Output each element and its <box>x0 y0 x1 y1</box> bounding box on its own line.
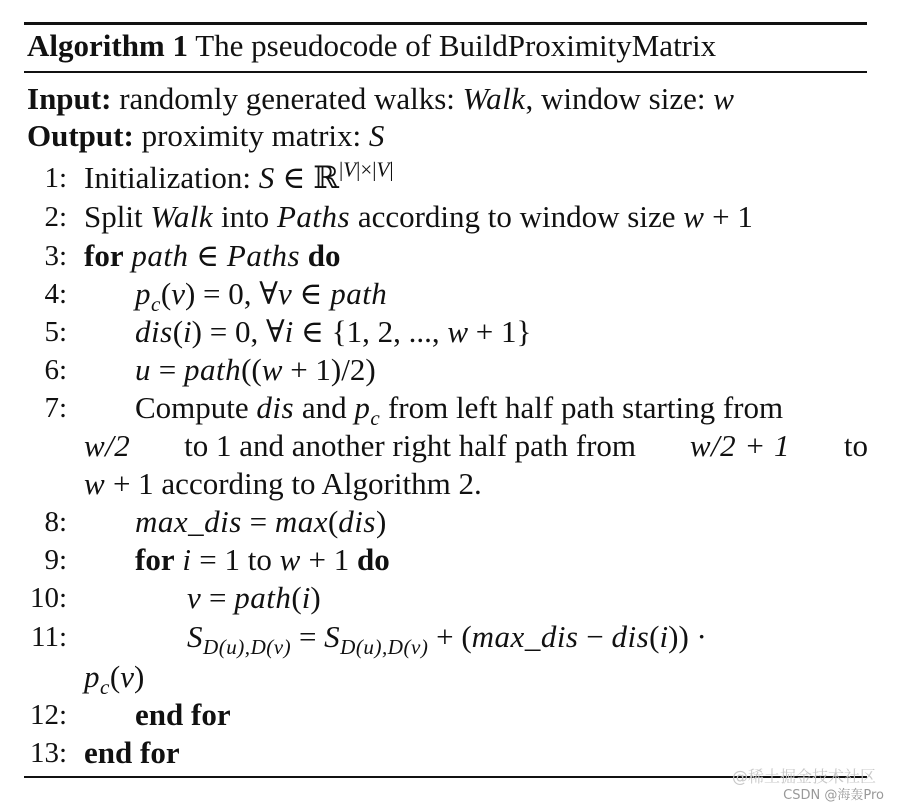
mid-rule <box>24 71 867 73</box>
algorithm-title <box>27 28 716 64</box>
output-line: Output: proximity matrix: S <box>27 118 385 153</box>
top-rule <box>24 22 867 25</box>
watermark-csdn: CSDN @海轰Pro <box>783 788 884 803</box>
input-line: Input: randomly generated walks: Walk, window size: w <box>27 81 735 116</box>
algorithm-label: Algorithm 1 <box>27 28 189 63</box>
algorithm-name: The pseudocode of BuildProximityMatrix <box>195 28 717 63</box>
watermark-juejin: @稀土掘金技术社区 <box>731 767 876 786</box>
